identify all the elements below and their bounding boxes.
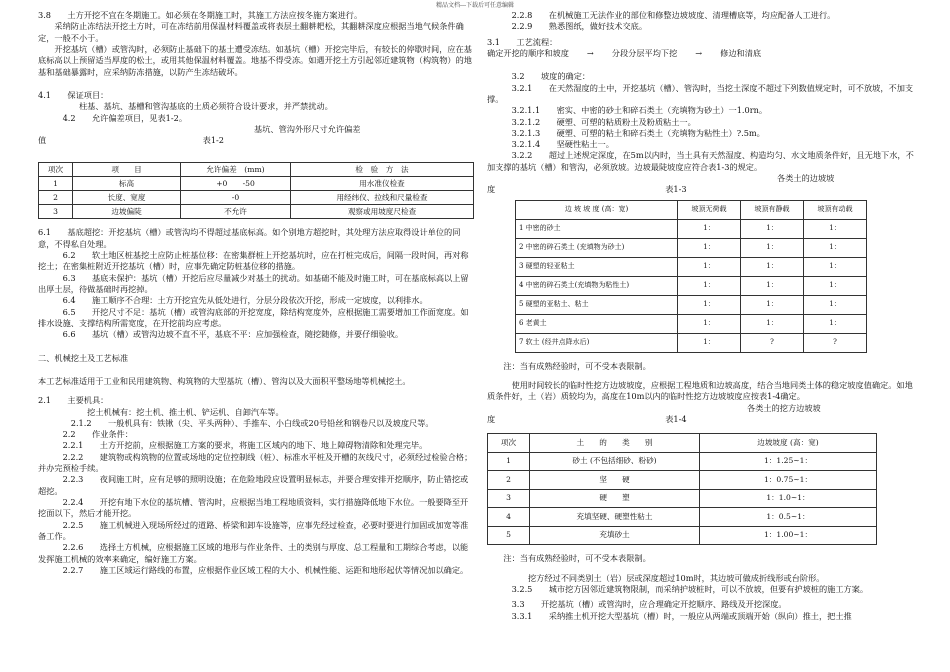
table-1-4-title-tail: 度	[487, 413, 496, 424]
section-4-2: 4.2 允许偏差项目，见表1-2。	[38, 112, 188, 123]
section-2-heading: 二、机械挖土及工艺标准	[38, 352, 129, 363]
t2-header: 项 目	[73, 163, 181, 177]
t4-cell: 充填砂土	[530, 526, 700, 545]
t3-cell: 1：	[804, 314, 867, 333]
t3-cell: ?	[741, 333, 804, 352]
para-3-2-1-2: 3.2.1.2 硬塑、可塑的粘质粉土及粉质粘土一。	[487, 116, 696, 127]
t3-cell: 1：	[741, 295, 804, 314]
t4-cell: 1：1.25~1：	[700, 452, 877, 471]
t2-cell: +0 -50	[181, 177, 291, 191]
table-row	[516, 238, 867, 257]
para-2-2-6: 2.2.6 选择土方机械，应根据施工区域的地形与作业条件、土的类别与厚度、总工程量和工期综合考虑，以能发挥施工机械的效率来确定，编好施工方案。	[38, 542, 469, 564]
t3-cell: 1 中密的砂土	[516, 219, 678, 238]
para-6-3: 6.3 基底未保护：基坑（槽）开挖后应尽量减少对基土的扰动。如基础不能及时施工时，可在基底标高以上留出厚土层，待做基础时再挖掉。	[38, 272, 469, 294]
table-1-2-title-tail: 值	[38, 135, 47, 146]
t3-cell: 6 老黄土	[516, 314, 678, 333]
para-6-4: 6.4 施工顺序不合理：土方开挖宜先从低处进行，分层分段依次开挖，形成一定坡度，以利排水。	[38, 295, 428, 306]
flow-step: 修边和清底	[720, 47, 762, 58]
t3-cell: 1：	[804, 219, 867, 238]
para-2-2-1: 2.2.1 土方开挖前，应根据施工方案的要求，将施工区域内的地下、地上障碍物清除和处理完毕。	[38, 440, 428, 451]
t3-cell: 1：	[678, 333, 741, 352]
t2-cell: 观察或用坡度尺检查	[291, 205, 474, 219]
t2-cell: 3	[39, 205, 73, 219]
t3-cell: 1：	[741, 257, 804, 276]
t4-cell: 3	[488, 489, 530, 508]
t3-cell: 1：	[741, 276, 804, 295]
t3-header: 坡顶无荷载	[678, 200, 741, 219]
t3-header: 坡顶有静载	[741, 200, 804, 219]
para-2-2-9: 2.2.9 熟悉图纸，做好技术交底。	[487, 21, 648, 32]
para-2-2: 2.2 作业条件：	[38, 429, 133, 440]
table-row	[488, 508, 877, 527]
table-1-3-title: 各类土的边坡坡	[777, 173, 835, 184]
para-6-1: 6.1 基底超挖：开挖基坑（槽）或管沟均不得超过基底标高。如个别地方超挖时，其处理方法应取得设计单位的同意，不得私自处理。	[38, 227, 461, 249]
t2-header: 允许偏差 (mm)	[181, 163, 291, 177]
table-row	[488, 526, 877, 545]
t3-cell: 2 中密的碎石类土 (充填物为砂土)	[516, 238, 678, 257]
flow-step: 分段分层平均下挖	[611, 47, 678, 58]
para-2-2-4: 2.2.4 开挖有地下水位的基坑槽、管沟时，应根据当地工程地质资料，实行措施降低地下水位。一般要降至开挖面以下，然后才能开挖。	[38, 497, 469, 519]
para-antifreeze: 采纳防止冻结法开挖土方时，可在冻结前用保温材料覆盖或将表层土翻耕耙松，其翻耕深度应根据当地气候条件确定，一般不小于。	[38, 21, 464, 43]
t4-cell: 4	[488, 508, 530, 527]
para-6-6: 6.6 基坑（槽）或管沟边坡不直不平，基底不平：应加强检查，随挖随修，并要仔细验收。	[38, 329, 404, 340]
t4-cell: 坚 硬	[530, 471, 700, 490]
table-1-3	[515, 200, 867, 353]
t3-cell: 1：	[678, 314, 741, 333]
t2-cell: 不允许	[181, 205, 291, 219]
table-1-3-title-tail: 度	[487, 184, 496, 195]
para-6-5: 6.5 开挖尺寸不足：基坑（槽）或管沟底部的开挖宽度，除结构宽度外，应根据施工需要增加工作面宽度。如排水设施、支撑结构所需宽度，在开挖前均应考虑。	[38, 306, 469, 328]
table-row	[516, 219, 867, 238]
table-1-4	[487, 433, 877, 545]
t4-cell: 1：0.5~1：	[700, 508, 877, 527]
para-2-2-3: 2.2.3 夜间施工时，应有足够的照明设施；在危险地段应设置明显标志，并要合理安排开挖顺序，防止错挖或超挖。	[38, 474, 469, 496]
t3-cell: 1：	[678, 276, 741, 295]
t2-cell: 用水准仪检查	[291, 177, 474, 191]
para-fold-slope: 挖方经过不同类别土（岩）层或深度超过10m时，其边坡可做成折线形或台阶形。	[487, 572, 825, 583]
para-3-8: 3.8 土方开挖不宜在冬期施工。如必须在冬期施工时，其施工方法应按冬施方案进行。	[38, 10, 363, 20]
table-1-4-number: 表1-4	[665, 413, 687, 424]
para-scope: 本工艺标准适用于工业和民用建筑物、构筑物的大型基坑（槽）、管沟以及大面积平整场地等机械挖土。	[38, 375, 411, 386]
t2-cell: 2	[39, 191, 73, 205]
process-flow	[487, 48, 917, 59]
table-row	[39, 205, 474, 219]
t3-cell: 1：	[678, 295, 741, 314]
table-row	[516, 333, 867, 352]
t3-cell: 1：	[804, 295, 867, 314]
table-row	[516, 314, 867, 333]
para-2-1-2: 2.1.2 一般机具有：铁锹（尖、平头两种）、手推车、小白线或20号铅丝和钢卷尺以及坡度尺等。	[38, 417, 434, 428]
t2-cell: 边坡偏陡	[73, 205, 181, 219]
para-3-2-2: 3.2.2 超过上述规定深度，在5m以内时，当土具有天然湿度、构造均匀、水文地质条件好，且无地下水，不加支撑的基坑（槽）和管沟，必须放坡。边坡最陡坡度应符合表1-3的规定。	[487, 150, 914, 172]
t4-header: 土 的 类 别	[530, 434, 700, 453]
t3-cell: 1：	[678, 238, 741, 257]
para-2-2-2: 2.2.2 建筑物或构筑物的位置或场地的定位控制线（桩）、标准水平桩及开槽的灰线尺寸，必须经过检验合格；并办完预检手续。	[38, 451, 473, 474]
t4-cell: 1：1.0~1：	[700, 489, 877, 508]
t4-cell: 砂土 (不包括细砂、粉砂)	[530, 452, 700, 471]
t3-cell: 1：	[804, 238, 867, 257]
para-3-2-5: 3.2.5 城市挖方因邻近建筑物限制，而采纳护坡桩时，可以不放坡，但要有护坡桩的施工方案。	[487, 583, 869, 594]
t3-cell: 7 软土 (经井点降水后)	[516, 333, 678, 352]
t3-cell: 1：	[804, 276, 867, 295]
t2-cell: 用经纬仪、拉线和尺量检查	[291, 191, 474, 205]
t3-cell: 1：	[741, 238, 804, 257]
section-4-1: 4.1 保证项目：	[38, 89, 109, 100]
table-row	[516, 257, 867, 276]
para-2-2-7: 2.2.7 施工区域运行路线的布置，应根据作业区域工程的大小、机械性能、运距和地形起伏等情况加以确定。	[38, 564, 469, 575]
table-1-4-title: 各类土的挖方边坡坡	[747, 402, 821, 413]
table-1-2-caption	[38, 135, 474, 146]
left-column	[38, 10, 474, 576]
t3-cell: 3 硬塑的轻亚粘土	[516, 257, 678, 276]
table-row	[516, 295, 867, 314]
table-1-2-title: 基坑、管沟外形尺寸允许偏差	[254, 123, 361, 134]
table-1-2-number: 表1-2	[202, 135, 224, 146]
t3-cell: 1：	[741, 219, 804, 238]
para-3-3-1: 3.3.1 采纳推土机开挖大型基坑（槽）时，一般应从两端或顶端开始（纵向）推土，把土推	[487, 610, 852, 621]
t3-header: 边 坡 坡 度 (高：宽)	[516, 200, 678, 219]
para-2-1-1: 挖土机械有：挖土机、推土机、铲运机、自卸汽车等。	[38, 406, 284, 417]
arrow-right-icon: →	[695, 47, 703, 58]
para-3-3: 3.3 开挖基坑（槽）或管沟时，应合理确定开挖顺序、路线及开挖深度。	[487, 599, 787, 610]
page-header: 精品文档---下载后可任意编辑	[435, 2, 515, 9]
t3-cell: 1：	[678, 219, 741, 238]
t2-header: 项次	[39, 163, 73, 177]
t4-cell: 1：1.00~1：	[700, 526, 877, 545]
t3-cell: 5 硬塑的亚粘土、粘土	[516, 295, 678, 314]
t2-cell: 1	[39, 177, 73, 191]
t2-cell: 标高	[73, 177, 181, 191]
para-2-2-5: 2.2.5 施工机械进入现场所经过的道路、桥梁和卸车设施等，应事先经过检查，必要时要进行加固或加宽等准备工作。	[38, 519, 469, 541]
para-6-2: 6.2 软土地区桩基挖土应防止桩基位移：在密集群桩上开挖基坑时，应在打桩完成后，间隔一段时间，再对称挖土；在密集桩附近开挖基坑（槽）时，应事先确定防桩基位移的措施。	[38, 250, 469, 272]
t4-cell: 1：0.75~1：	[700, 471, 877, 490]
t4-header: 边坡坡度 (高：宽)	[700, 434, 877, 453]
t3-cell: 4 中密的碎石类土(充填物为粘性土)	[516, 276, 678, 295]
flow-step: 确定开挖的顺序和坡度	[487, 47, 569, 58]
para-2-2-8: 2.2.8 在机械施工无法作业的部位和修整边坡坡度、清理槽底等，均应配备人工进行。	[487, 10, 836, 20]
arrow-right-icon: →	[586, 47, 594, 58]
t3-cell: 1：	[741, 314, 804, 333]
para-3-2-1-1: 3.2.1.1 密实、中密的砂土和碎石类土（充填物为砂土）一1.0rn。	[487, 105, 768, 116]
t4-cell: 2	[488, 471, 530, 490]
t2-cell: 长度、宽度	[73, 191, 181, 205]
para-3-2-1: 3.2.1 在天然湿度的土中，开挖基坑（槽）、管沟时，当挖土深度不超过下列数值规定时，可不放坡，不加支撑。	[487, 82, 914, 104]
table-1-3-caption	[487, 184, 917, 195]
table-row	[39, 191, 474, 205]
t3-cell: ?	[804, 333, 867, 352]
t4-cell: 5	[488, 526, 530, 545]
t2-cell: -0	[181, 191, 291, 205]
section-3-1: 3.1 工艺流程：	[487, 36, 558, 47]
para-3-2-1-3: 3.2.1.3 硬塑、可塑的粘土和碎石类土（充填物为粘性土）?.5m。	[487, 127, 765, 138]
table-1-2	[38, 162, 474, 219]
table-row	[488, 452, 877, 471]
para-3-2: 3.2 坡度的确定：	[487, 71, 591, 82]
table-row	[516, 276, 867, 295]
t3-cell: 1：	[804, 257, 867, 276]
note-table-1-4: 注：当有成熟经验时，可不受本表限制。	[487, 553, 651, 564]
para-4-1-content: 柱基、基坑、基槽和管沟基底的土质必须符合设计要求，并严禁扰动。	[38, 101, 333, 112]
table-1-4-caption	[487, 414, 917, 425]
right-column	[487, 10, 917, 622]
table-row	[488, 489, 877, 508]
para-2-1: 2.1 主要机具：	[38, 395, 109, 406]
para-excavation-freeze: 开挖基坑（槽）或管沟时，必须防止基础下的基土遭受冻结。如基坑（槽）开挖完毕后，有较长的停歇时间，应在基底标高以上预留适当厚度的松土，或用其他保温材料覆盖。地基不得受冻。如遇开挖土方引起邻近建筑物（构筑物）的地基和基础暴露时，应采纳防冻措施，以防产生冻结破坏。	[38, 43, 472, 77]
t4-cell: 硬 塑	[530, 489, 700, 508]
para-3-2-1-4: 3.2.1.4 坚硬性粘土一。	[487, 139, 614, 150]
table-1-3-number: 表1-3	[665, 184, 687, 195]
t4-cell: 充填坚硬、硬塑性粘土	[530, 508, 700, 527]
table-row	[39, 177, 474, 191]
t4-header: 项次	[488, 434, 530, 453]
t4-cell: 1	[488, 452, 530, 471]
t3-cell: 1：	[678, 257, 741, 276]
para-temporary-slope: 使用时间较长的临时性挖方边坡坡度，应根据工程地质和边坡高度，结合当地同类土体的稳定坡度值确定。如地质条件好，土（岩）质较均为，高度在10m以内的临时性挖方边坡坡度应按表1-4确定。	[487, 380, 913, 402]
table-row	[488, 471, 877, 490]
t3-header: 坡顶有动载	[804, 200, 867, 219]
note-table-1-3: 注：当有成熟经验时，可不受本表限制。	[487, 360, 651, 371]
t2-header: 检 验 方 法	[291, 163, 474, 177]
